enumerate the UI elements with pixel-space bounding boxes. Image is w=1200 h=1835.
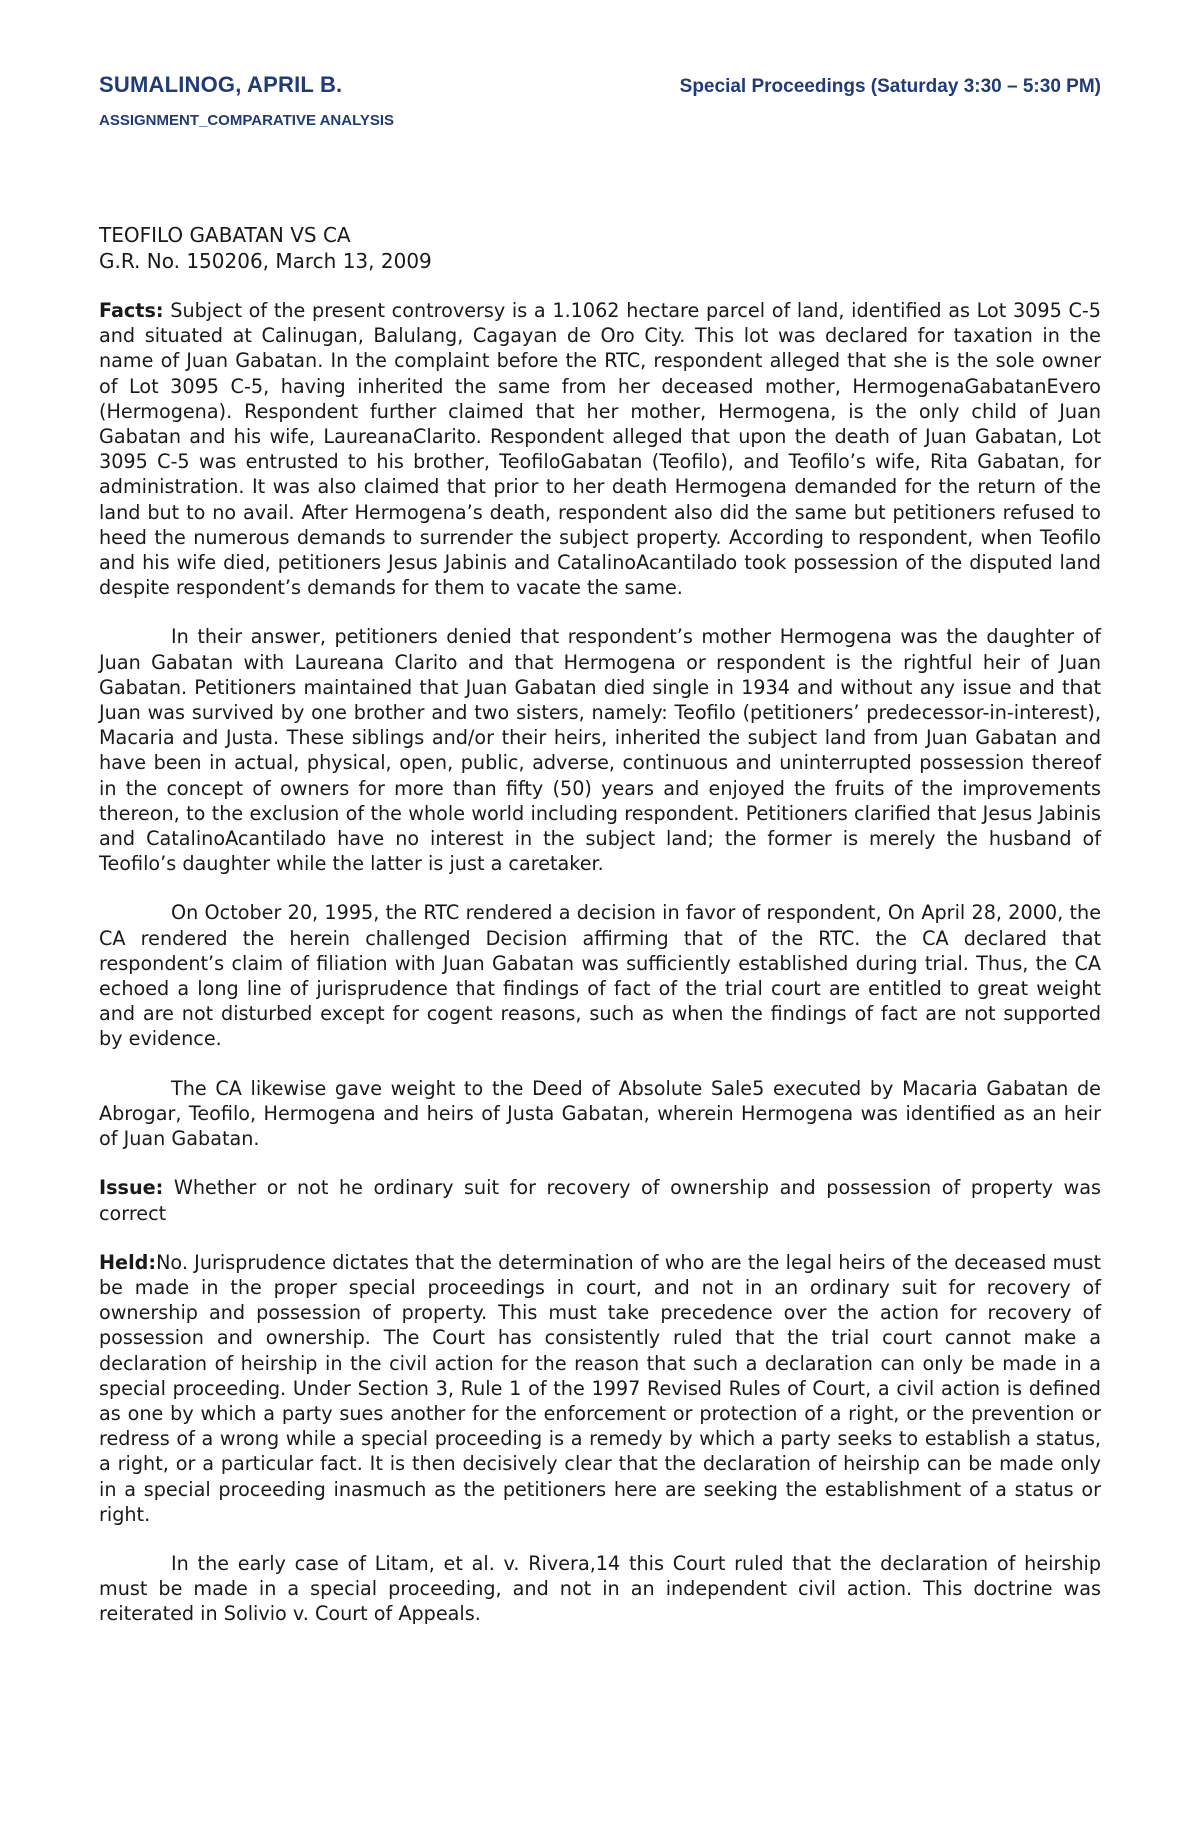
course-title: Special Proceedings (Saturday 3:30 – 5:30 PM) xyxy=(679,76,1101,97)
issue-paragraph xyxy=(99,1175,1101,1225)
issue-label: Issue: xyxy=(99,1176,164,1200)
document-body xyxy=(99,222,1101,1651)
held-text: No. Jurisprudence dictates that the determination of who are the legal heirs of the deceased must be made in the proper special proceedings in court, and not in an ordinary suit for recovery of ownership and possession of property. This must take precedence over the action for recovery of possession and ownership. The Court has consistently ruled that the trial court cannot make a declaration of heirship in the civil action for the reason that such a declaration can only be made in a special proceeding. Under Section 3, Rule 1 of the 1997 Revised Rules of Court, a civil action is defined as one by which a party sues another for the enforcement or protection of a right, or the prevention or redress of a wrong while a special proceeding is a remedy by which a party seeks to establish a status, a right, or a particular fact. It is then decisively clear that the declaration of heirship can be made only in a special proceeding inasmuch as the petitioners here are seeking the establishment of a status or right. xyxy=(99,1250,1101,1526)
decision-paragraph: On October 20, 1995, the RTC rendered a decision in favor of respondent, On April 28, 2000, the CA rendered the herein challenged Decision affirming that of the RTC. the CA declared that respondent’s claim of filiation with Juan Gabatan was sufficiently established during trial. Thus, the CA echoed a long line of jurisprudence that findings of fact of the trial court are entitled to great weight and are not disturbed except for cogent reasons, such as when the findings of fact are not supported by evidence. xyxy=(99,901,1101,1051)
assignment-title: ASSIGNMENT_COMPARATIVE ANALYSIS xyxy=(99,112,395,129)
answer-paragraph: In their answer, petitioners denied that respondent’s mother Hermogena was the daughter of Juan Gabatan with Laureana Clarito and that Hermogena or respondent is the rightful heir of Juan Gabatan. Petitioners maintained that Juan Gabatan died single in 1934 and without any issue and that Juan was survived by one brother and two sisters, namely: Teofilo (petitioners’ predecessor-in-interest), Macaria and Justa. These siblings and/or their heirs, inherited the subject land from Juan Gabatan and have been in actual, physical, open, public, adverse, continuous and uninterrupted possession thereof in the concept of owners for more than fifty (50) years and enjoyed the fruits of the improvements thereon, to the exclusion of the whole world including respondent. Petitioners clarified that Jesus Jabinis and CatalinoAcantilado have no interest in the subject land; the former is merely the husband of Teofilo’s daughter while the latter is just a caretaker. xyxy=(99,625,1101,876)
held-paragraph xyxy=(99,1250,1101,1527)
case-title: TEOFILO GABATAN VS CA xyxy=(99,223,351,247)
closing-paragraph: In the early case of Litam, et al. v. Rivera,14 this Court ruled that the declaration of heirship must be made in a special proceeding, and not in an independent civil action. This doctrine was reiterated in Solivio v. Court of Appeals. xyxy=(99,1551,1101,1626)
issue-text: Whether or not he ordinary suit for recovery of ownership and possession of property was correct xyxy=(99,1176,1101,1225)
held-label: Held: xyxy=(99,1250,157,1274)
facts-label: Facts: xyxy=(99,299,164,322)
student-name: SUMALINOG, APRIL B. xyxy=(99,72,343,97)
case-citation: G.R. No. 150206, March 13, 2009 xyxy=(99,249,432,273)
deed-paragraph: The CA likewise gave weight to the Deed of Absolute Sale5 executed by Macaria Gabatan de Abrogar, Teofilo, Hermogena and heirs of Justa Gabatan, wherein Hermogena was identified as an heir of Juan Gabatan. xyxy=(99,1076,1101,1151)
facts-paragraph xyxy=(99,298,1101,600)
facts-text: Subject of the present controversy is a 1.1062 hectare parcel of land, identified as Lot 3095 C-5 and situated at Calinugan, Balulang, Cagayan de Oro City. This lot was declared for taxation in the name of Juan Gabatan. In the complaint before the RTC, respondent alleged that she is the sole owner of Lot 3095 C-5, having inherited the same from her deceased mother, HermogenaGabatanEvero (Hermogena). Respondent further claimed that her mother, Hermogena, is the only child of Juan Gabatan and his wife, LaureanaClarito. Respondent alleged that upon the death of Juan Gabatan, Lot 3095 C-5 was entrusted to his brother, TeofiloGabatan (Teofilo), and Teofilo’s wife, Rita Gabatan, for administration. It was also claimed that prior to her death Hermogena demanded for the return of the land but to no avail. After Hermogena’s death, respondent also did the same but petitioners refused to heed the numerous demands to surrender the subject property. According to respondent, when Teofilo and his wife died, petitioners Jesus Jabinis and CatalinoAcantilado took possession of the disputed land despite respondent’s demands for them to vacate the same. xyxy=(99,299,1101,600)
